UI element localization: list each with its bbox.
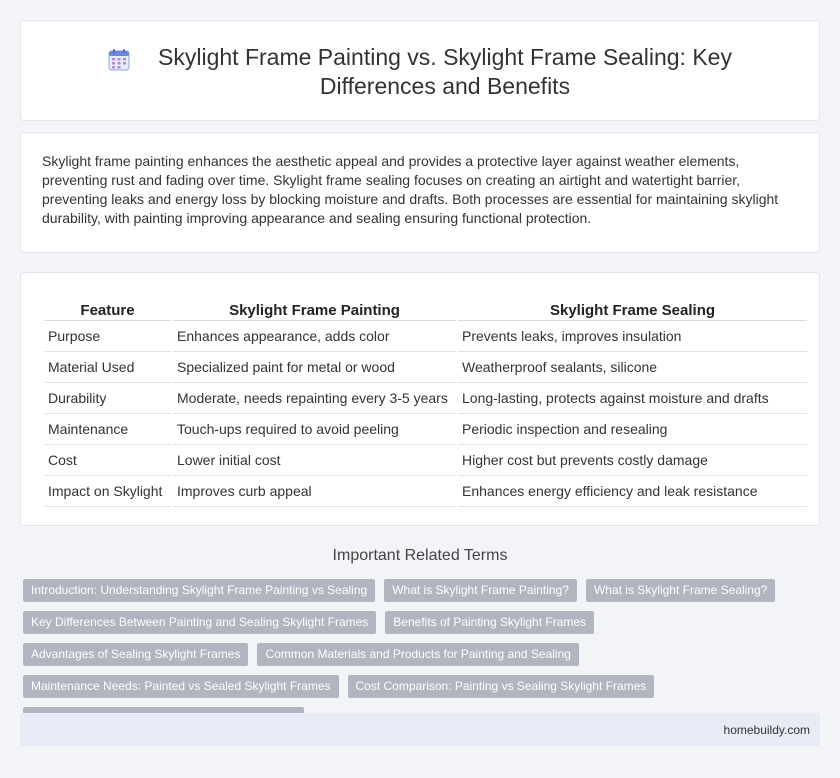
table-cell: Higher cost but prevents costly damage: [458, 445, 807, 476]
table-cell: Specialized paint for metal or wood: [173, 352, 456, 383]
table-cell: Durability: [44, 383, 171, 414]
table-row: [44, 321, 807, 352]
related-terms-heading: Important Related Terms: [332, 547, 508, 564]
table-cell: Long-lasting, protects against moisture and drafts: [458, 383, 807, 414]
table-cell: Periodic inspection and resealing: [458, 414, 807, 445]
table-cell: Material Used: [44, 352, 171, 383]
header-sealing: Skylight Frame Sealing: [458, 296, 807, 321]
title-wrap: [21, 43, 819, 101]
table-cell: Touch-ups required to avoid peeling: [173, 414, 456, 445]
table-cell: Improves curb appeal: [173, 476, 456, 507]
table-header-row: [44, 296, 807, 321]
table-row: [44, 414, 807, 445]
related-term-tag[interactable]: Benefits of Painting Skylight Frames: [385, 611, 594, 634]
intro-paragraph: Skylight frame painting enhances the aesthetic appeal and provides a protective layer against weather elements, preventing rust and fading over time. Skylight frame sealing focuses on creating an airtight and watertight barrier, preventing leaks and energy loss by blocking moisture and drafts. Both processes are essential for maintaining skylight durability, with painting improving appearance and sealing ensuring functional protection.: [42, 153, 779, 226]
table-row: [44, 476, 807, 507]
related-term-tag[interactable]: Maintenance Needs: Painted vs Sealed Skylight Frames: [23, 675, 339, 698]
comparison-table: [42, 296, 809, 507]
site-name[interactable]: homebuildy.com: [723, 723, 810, 737]
related-term-tag[interactable]: Cost Comparison: Painting vs Sealing Skylight Frames: [348, 675, 655, 698]
table-cell: Purpose: [44, 321, 171, 352]
related-term-tag[interactable]: What is Skylight Frame Sealing?: [586, 579, 775, 602]
table-row: [44, 445, 807, 476]
table-cell: Lower initial cost: [173, 445, 456, 476]
title-card: [20, 20, 820, 121]
footer: [20, 713, 820, 746]
table-row: [44, 352, 807, 383]
comparison-table-card: [20, 272, 820, 526]
calendar-icon: [107, 48, 131, 72]
header-feature: Feature: [44, 296, 171, 321]
table-cell: Cost: [44, 445, 171, 476]
intro-card: [20, 132, 820, 253]
table-cell: Enhances energy efficiency and leak resistance: [458, 476, 807, 507]
table-cell: Maintenance: [44, 414, 171, 445]
related-terms-list: [23, 579, 823, 730]
related-term-tag[interactable]: Advantages of Sealing Skylight Frames: [23, 643, 248, 666]
related-term-tag[interactable]: What is Skylight Frame Painting?: [384, 579, 577, 602]
related-term-tag[interactable]: Introduction: Understanding Skylight Frame Painting vs Sealing: [23, 579, 375, 602]
header-painting: Skylight Frame Painting: [173, 296, 456, 321]
related-term-tag[interactable]: Key Differences Between Painting and Sealing Skylight Frames: [23, 611, 376, 634]
table-row: [44, 383, 807, 414]
table-cell: Moderate, needs repainting every 3-5 years: [173, 383, 456, 414]
page-title: Skylight Frame Painting vs. Skylight Frame Sealing: Key Differences and Benefits: [158, 44, 732, 99]
related-term-tag[interactable]: Common Materials and Products for Painting and Sealing: [257, 643, 579, 666]
table-cell: Enhances appearance, adds color: [173, 321, 456, 352]
table-cell: Impact on Skylight: [44, 476, 171, 507]
table-cell: Weatherproof sealants, silicone: [458, 352, 807, 383]
table-cell: Prevents leaks, improves insulation: [458, 321, 807, 352]
